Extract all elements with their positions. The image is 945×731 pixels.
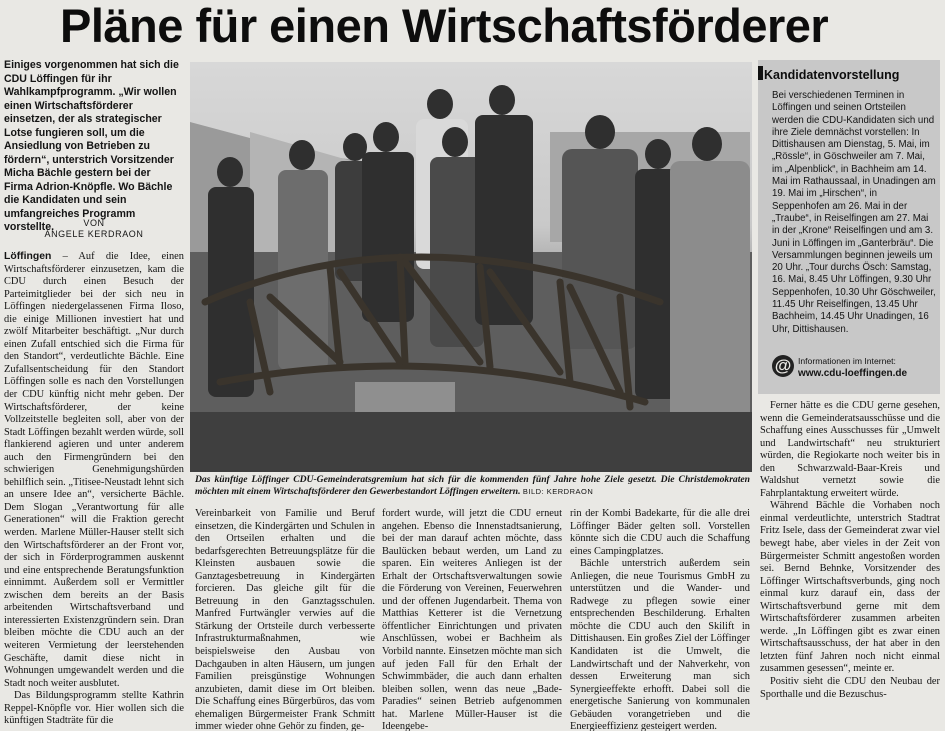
lead-paragraph <box>4 59 182 235</box>
column-1-paragraph-2: Das Bildungsprogramm stellte Kathrin Reppel-Knöpfle vor. Hier wollen sich die künftigen Stadträte für die <box>4 690 184 727</box>
photo-caption-text: Das künftige Löffinger CDU-Gemeinderatsgremium hat sich für die kommenden fünf Jahre hohe Ziele gesetzt. Die Christdemokraten möchten mit einem Wirtschaftsförderer den Gewerbestandort Löffingen erweitern. <box>195 474 750 497</box>
dateline-town: Löffingen <box>4 251 52 262</box>
byline-author: ANGELE KERDRAON <box>44 229 144 239</box>
info-box-title: Kandidatenvorstellung <box>764 68 900 82</box>
byline-von: VON <box>83 218 105 228</box>
info-box-text: Bei verschiedenen Terminen in Löffingen und seinen Ortsteilen werden die CDU-Kandidaten sich und ihre Ziele demnächst vorstellen: In Dittishausen am Dienstag, 5. Mai, im „Rössle“, in Göschweiler am 7. Mai, im „Alpenblick“, in Bachheim am 14. Mai im Rathaussaal, in Unadingen am 19. Mai im „Hirschen“, in Seppenhofen am 26. Mai in der „Traube“, in Reiselfingen am 27. Mai in der „Krone“ Reiselfingen und am 3. Juni in Löffingen im „Ganterbräu“. Die Versammlungen beginnen jeweils um 20 Uhr. „Tour durchs Ösch: Samstag, 16. Mai, 8.45 Uhr Löffingen, 9.30 Uhr Seppenhofen, 10.30 Uhr Göschweiler, 11.45 Uhr Reiselfingen, 13.45 Uhr Bachheim, 14.45 Uhr Unadingen, 16 Uhr, Dittishausen. <box>772 90 936 335</box>
column-1-text: – Auf die Idee, einen Wirtschaftsförderer einzusetzen, kam die CDU durch einen Besuch der Parteimitglieder bei der sich neu in Löffingen niedergelassenen Firma Iloso, die einige Millionen investiert hat und zwölf Mitarbeiter beschäftigt. „Nur durch einen Zufall entschied sich die Firma für den Standort“, verdeutlichte Bächle. Eine Zufallsentscheidung für den Standort Löffingen solle es nach den Vorstellungen der CDU künftig nicht mehr geben. Der Wirtschaftsförderer, der keine Vollzeitstelle begleiten soll, aber von der Stadt Löffingen bezahlt werden würde, soll flankierend agieren und unter anderem auch den Firmengründern bei den schwierigen Genehmigungshürden behilflich sein. „Titisee-Neustadt lehnt sich an unsere Idee an“, versicherte Bächle. Dem Slogan „Verantwortung für alle Generationen“ will die Fraktion gerecht werden. Marlene Müller-Hauser stellt sich den Wirtschaftsförderer an der Front vor, der sich in Förderprogrammen auskennt und eine entsprechende Beratungsfunktion einnimmt. Außerdem soll er Vermittler zwischen dem bereits an der Basis arbeitenden Wirtschaftsverband und interessierten Existenzgründern sein. Dran bleiben möchte die CDU auch an der weiteren Vermietung der leerstehenden Geschäfte, damit diese nicht in Wohnungen umgewandelt werden und die Stadt noch weiter ausblutet. <box>4 251 184 689</box>
at-sign-icon: @ <box>772 355 794 377</box>
column-5-paragraph-2: Während Bächle die Vorhaben noch einmal verdeutlichte, unterstrich Stadtrat Fritz Isele, dass der Gemeinderat zwar viel bewegt habe, aber vieles in der Zeit von Bürgermeister Schmitt angestoßen worden sei. Bernd Behnke, Vorsitzender des Löffinger Wirtschaftsverbunds, ging noch einmal kurz darauf ein, dass der Wirtschaftsverbund gerne mit dem Wirtschaftsförderer zusammen arbeiten werde. „In Löffingen gibt es zwar einen Wirtschaftsausschuss, der hat aber in den letzten fünf Jahren noch nicht einmal zusammen gesessen“, meinte er. <box>760 500 940 675</box>
info-box-body <box>772 90 936 336</box>
article-column-3 <box>382 508 562 731</box>
info-link-url: www.cdu-loeffingen.de <box>798 368 908 379</box>
photo-caption <box>195 474 750 497</box>
lead-text: Einiges vorgenommen hat sich die CDU Löffingen für ihr Wahlkampfprogramm. „Wir wollen einen Wirtschaftsförderer einsetzen, der als strategischer Lotse fungieren soll, um die Ansiedlung von Betrieben zu fördern“, unterstrich Vorsitzender Micha Bächle gestern bei der Firma Adrion-Knöpfle. Wo Bächle die Kandidaten und sein umfangreiches Programm vorstellte. <box>4 59 179 233</box>
column-2-text: Vereinbarkeit von Familie und Beruf einsetzen, die Kindergärten und Schulen in den Ortseilen erhalten und die bedarfsgerechten Betreuungsplätze für die Kleinsten ausbauen sowie die Ganztagesbetreuung in Kindergärten forcieren. Das gleiche gilt für die Betreuung in den Ganztagsschulen. Manfred Furtwängler verwies auf die Stärkung der Ortsteile durch verbesserte Infrastrukturmaßnahmen, wie beispielsweise den Ausbau von Dachgauben in alten Häusern, um jungen Familien preisgünstige Wohnungen anzubieten, damit diese im Ort bleiben. Die Schaffung eines Bürgerbüros, das vom ehemaligen Bürgermeister Frank Schmitt immer wieder ohne Gehör zu finden, ge- <box>195 508 375 731</box>
article-column-4 <box>570 508 750 731</box>
info-link-label: Informationen im Internet: <box>798 356 896 366</box>
headline: Pläne für einen Wirtschaftsförderer <box>60 0 829 52</box>
group-photo <box>190 62 752 472</box>
article-column-5 <box>760 400 940 731</box>
column-4-paragraph-1: rin der Kombi Badekarte, für die alle drei Löffinger Bäder gelten soll. Vorstellen könnte sich die CDU auch die Schaffung eines Campingplatzes. <box>570 508 750 557</box>
info-box-marker <box>758 66 763 80</box>
column-5-paragraph-3: Positiv sieht die CDU den Neubau der Sporthalle und die Bezuschus- <box>760 676 940 700</box>
group-photo-image <box>190 62 752 472</box>
info-box-candidates <box>758 60 940 394</box>
photo-credit: BILD: KERDRAON <box>522 486 594 496</box>
info-box-link <box>772 354 940 384</box>
column-3-text: fordert wurde, will jetzt die CDU erneut angehen. Ebenso die Innenstadtsanierung, bei der man darauf achten möchte, dass Baulücken bebaut werden, um Land zu sparen. Ein weiteres Anliegen ist der Erhalt der Ortschaftsverwaltungen sowie die Förderung von Vereinen, Feuerwehren und der offenen Jugendarbeit. Thema von Matthias Ketterer ist die Vernetzung öffentlicher Einrichtungen und privaten Anschlüssen, wobei er Bachheim als Vorbild nannte. Einsetzen möchte man sich auf jeden Fall für den Erhalt der Schwimmbäder, die auch dann erhalten bleiben sollen, wenn das neue „Bade-Paradies“ seinen Betrieb aufgenommen hat. Marlene Müller-Hauser ist die Ideengebe- <box>382 508 562 731</box>
byline <box>4 218 184 240</box>
article-column-1 <box>4 251 184 731</box>
article-column-2 <box>195 508 375 731</box>
column-4-paragraph-2: Bächle unterstrich außerdem sein Anliegen, die neue Tourismus GmbH zu unterstützen und die Wander- und Radwege zu pflegen sowie einer entsprechenden Beschilderung. Erhalten möchte die CDU auch den Skilift in Dittishausen. Ein großes Ziel der Löffinger Kandidaten ist die Umwelt, die Landwirtschaft und der Nahverkehr, von dessen Erweiterung man sich Synergieeffekte erhofft. Dabei soll die energetische Sanierung von kommunalen Gebäuden vorangetrieben und die Energieeffizienz gesteigert werden. <box>570 558 750 731</box>
column-5-paragraph-1: Ferner hätte es die CDU gerne gesehen, wenn die Gemeinderatsausschüsse und die Schaffung eines Ausschusses für „Umwelt und Landwirtschaft“ neu strukturiert würden, die Regiokarte noch weiter bis in den Schwarzwald-Baar-Kreis und Waldshut vernetzt sowie die Fahrplantaktung erweitert würde. <box>760 400 940 499</box>
column-1-paragraph <box>4 251 184 690</box>
